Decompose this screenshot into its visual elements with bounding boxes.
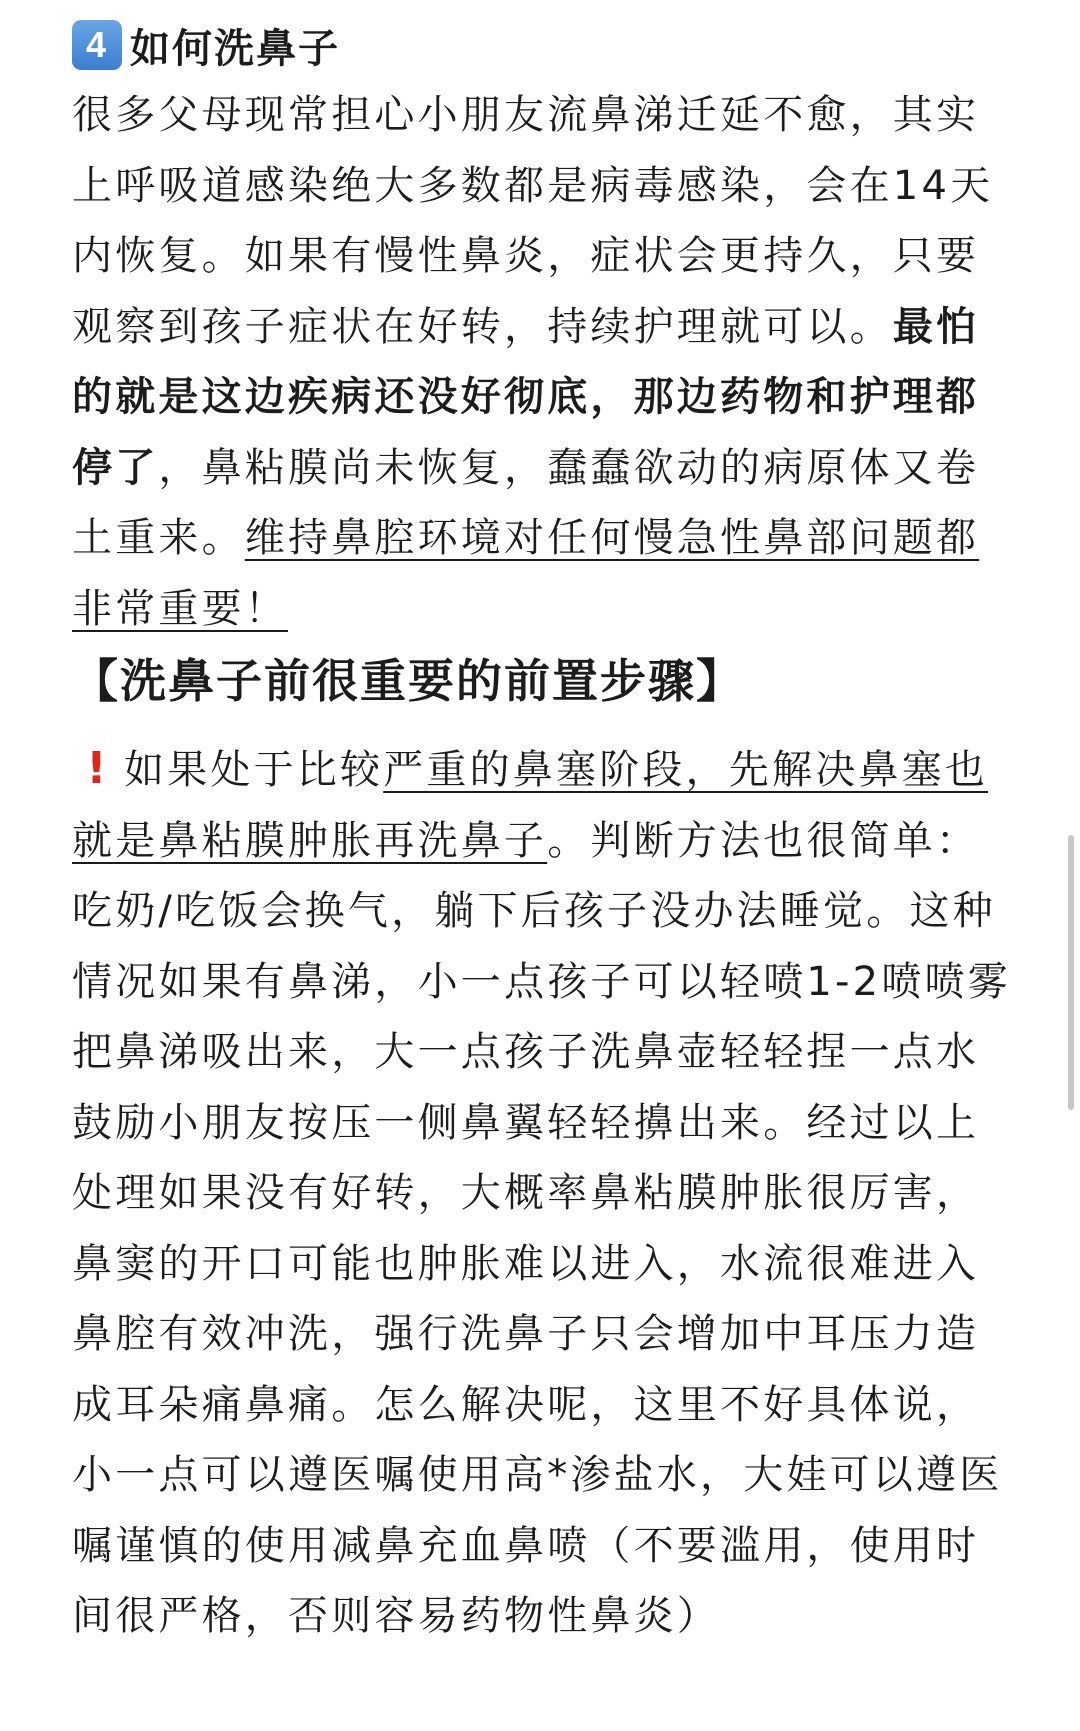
number-4-badge-icon: 4 — [72, 20, 122, 70]
intro-text-continued: ，鼻粘膜尚未恢复，蠢蠢欲动的病原体又卷土重来。 — [72, 444, 980, 561]
prerequisite-paragraph — [72, 734, 1022, 1652]
intro-paragraph — [72, 80, 1022, 644]
prerequisite-lead-text: 如果处于比较 — [124, 747, 384, 793]
prerequisite-body-text: 。判断方法也很简单：吃奶/吃饭会换气，躺下后孩子没办法睡觉。这种情况如果有鼻涕，小一点孩子可以轻喷1-2喷喷雾把鼻涕吸出来，大一点孩子洗鼻壶轻轻捏一点水鼓励小朋友按压一侧鼻翼轻轻擤出来。经过以上处理如果没有好转，大概率鼻粘膜肿胀很厉害，鼻窦的开口可能也肿胀难以进入，水流很难进入鼻腔有效冲洗，强行洗鼻子只会增加中耳压力造成耳朵痛鼻痛。怎么解决呢，这里不好具体说，小一点可以遵医嘱使用高*渗盐水，大娃可以遵医嘱谨慎的使用减鼻充血鼻喷（不要滥用，使用时间很严格，否则容易药物性鼻炎） — [72, 817, 1011, 1639]
exclamation-icon: ! — [86, 743, 110, 794]
article-content — [72, 10, 1022, 1652]
vertical-scrollbar[interactable] — [1068, 835, 1074, 1110]
prerequisite-underlined-text: 严重的鼻塞阶段，先解决鼻塞也就是鼻粘膜肿胀再洗鼻子 — [72, 747, 989, 864]
section-heading — [72, 10, 1022, 80]
section-title-text: 如何洗鼻子 — [130, 25, 340, 72]
intro-underlined-text: 维持鼻腔环境对任何慢急性鼻部问题都非常重要！ — [72, 515, 980, 632]
intro-text: 很多父母现常担心小朋友流鼻涕迁延不愈，其实上呼吸道感染绝大多数都是病毒感染，会在14天内恢复。如果有慢性鼻炎，症状会更持久，只要观察到孩子症状在好转，持续护理就可以。 — [72, 92, 994, 350]
intro-bold-text: 最怕的就是这边疾病还没好彻底，那边药物和护理都停了 — [72, 303, 980, 491]
prerequisite-heading: 【洗鼻子前很重要的前置步骤】 — [72, 654, 744, 708]
